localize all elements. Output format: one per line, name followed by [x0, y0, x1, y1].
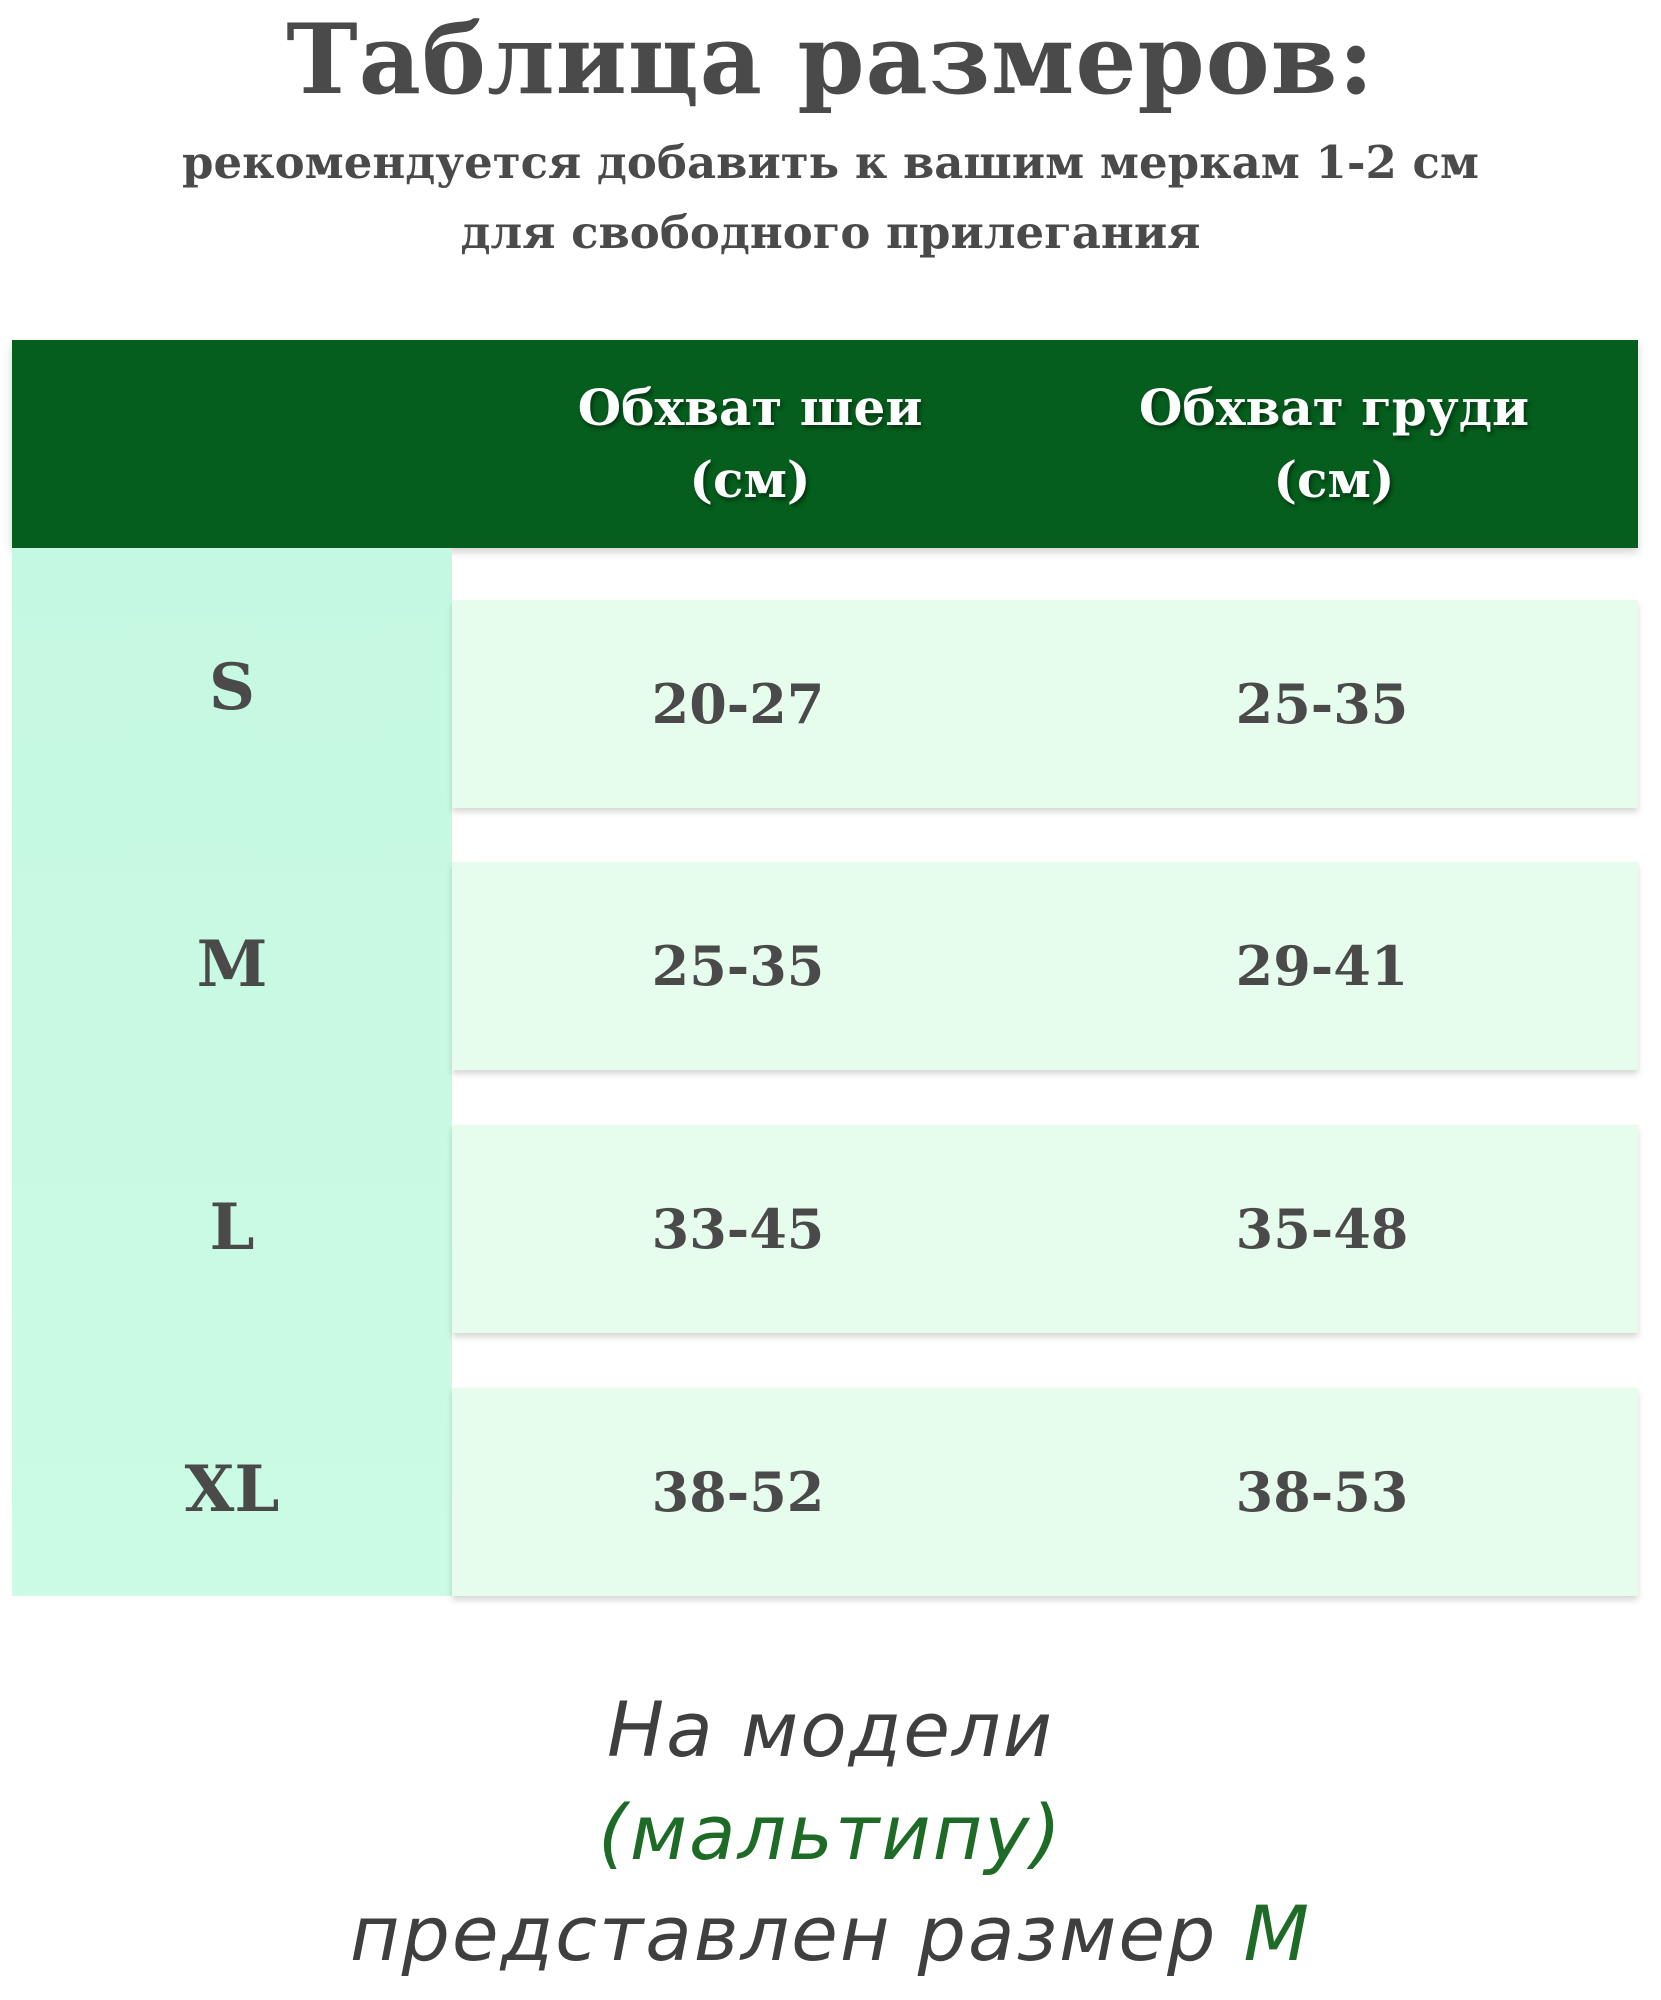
- column-header-neck-label: Обхват шеи: [577, 378, 923, 437]
- table-row: [452, 862, 1638, 1070]
- size-column: [12, 548, 452, 1596]
- table-row: [452, 1125, 1638, 1333]
- subtitle-line-2: для свободного прилегания: [460, 206, 1201, 259]
- model-note-prefix: представлен размер: [349, 1889, 1218, 1978]
- neck-value: 25-35: [651, 934, 825, 998]
- size-label-xl: XL: [184, 1452, 280, 1527]
- model-note-breed: (мальтипу): [598, 1788, 1063, 1877]
- table-header: [12, 340, 1638, 548]
- chest-value: 38-53: [1235, 1460, 1409, 1524]
- chest-value: 29-41: [1235, 934, 1409, 998]
- size-label-m: M: [196, 927, 268, 1002]
- neck-value: 33-45: [651, 1197, 825, 1261]
- table-row: [452, 600, 1638, 808]
- neck-value: 20-27: [651, 672, 825, 736]
- column-header-chest-label: Обхват груди: [1138, 378, 1530, 437]
- table-row: [452, 1388, 1638, 1596]
- model-note-line-1: На модели: [607, 1685, 1054, 1774]
- model-note-size: M: [1243, 1889, 1312, 1978]
- size-label-l: L: [209, 1190, 255, 1265]
- column-header-neck-unit: (см): [689, 450, 811, 509]
- column-header-neck: [470, 372, 1030, 516]
- model-note-line-3: [0, 1884, 1661, 1984]
- neck-value: 38-52: [651, 1460, 825, 1524]
- subtitle-line-1: рекомендуется добавить к вашим меркам 1-2 см: [182, 136, 1479, 189]
- size-label-s: S: [208, 650, 256, 725]
- chest-value: 25-35: [1235, 672, 1409, 736]
- column-header-chest-unit: (см): [1273, 450, 1395, 509]
- chest-value: 35-48: [1235, 1197, 1409, 1261]
- column-header-chest: [1054, 372, 1614, 516]
- page-title: Таблица размеров:: [286, 3, 1375, 116]
